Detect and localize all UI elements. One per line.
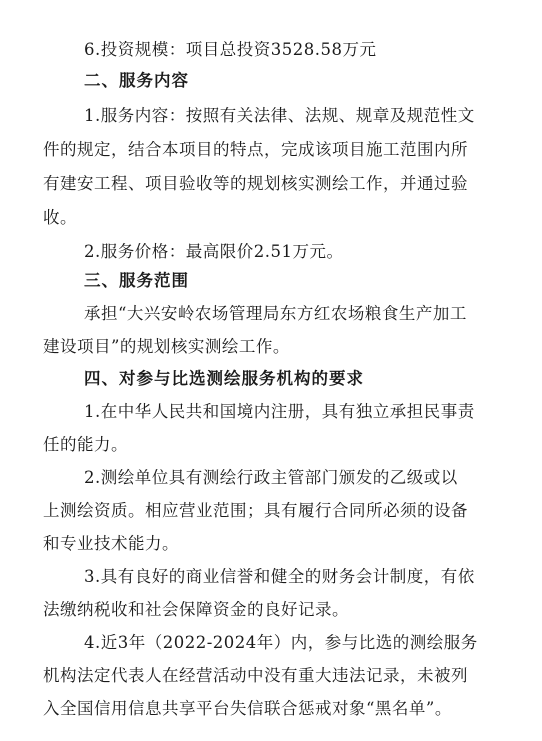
requirement-2-line-3: 和专业技术能力。	[43, 534, 179, 553]
requirement-4-line-2: 机构法定代表人在经营活动中没有重大违法记录，未被列	[43, 666, 468, 685]
section-heading-requirements: 四、对参与比选测绘服务机构的要求	[84, 369, 364, 388]
requirement-1-line-1: 1.在中华人民共和国境内注册，具有独立承担民事责	[84, 402, 475, 421]
requirement-2-line-1: 2.测绘单位具有测绘行政主管部门颁发的乙级或以	[84, 468, 458, 487]
service-scope-line-1: 承担“大兴安岭农场管理局东方红农场粮食生产加工	[84, 304, 467, 323]
section-heading-service-content: 二、服务内容	[84, 71, 189, 90]
requirement-1-line-2: 任的能力。	[43, 435, 128, 454]
section-heading-service-scope: 三、服务范围	[84, 271, 189, 290]
service-price-line: 2.服务价格：最高限价2.51万元。	[84, 242, 344, 261]
requirement-4-line-3: 入全国信用信息共享平台失信联合惩戒对象“黑名单”。	[43, 699, 452, 718]
service-content-line-1: 1.服务内容：按照有关法律、法规、规章及规范性文	[84, 106, 475, 125]
service-content-line-3: 有建安工程、项目验收等的规划核实测绘工作，并通过验	[43, 174, 468, 193]
service-content-line-2: 件的规定，结合本项目的特点，完成该项目施工范围内所	[43, 140, 468, 159]
service-scope-line-2: 建设项目”的规划核实测绘工作。	[43, 337, 290, 356]
requirement-4-line-1: 4.近3年（2022-2024年）内，参与比选的测绘服务	[84, 633, 478, 652]
service-content-line-4: 收。	[43, 208, 77, 227]
requirement-2-line-2: 上测绘资质。相应营业范围；具有履行合同所必须的设备	[43, 501, 468, 520]
requirement-3-line-2: 法缴纳税收和社会保障资金的良好记录。	[43, 600, 349, 619]
requirement-3-line-1: 3.具有良好的商业信誉和健全的财务会计制度，有依	[84, 567, 475, 586]
investment-scale-line: 6.投资规模：项目总投资3528.58万元	[84, 40, 377, 59]
